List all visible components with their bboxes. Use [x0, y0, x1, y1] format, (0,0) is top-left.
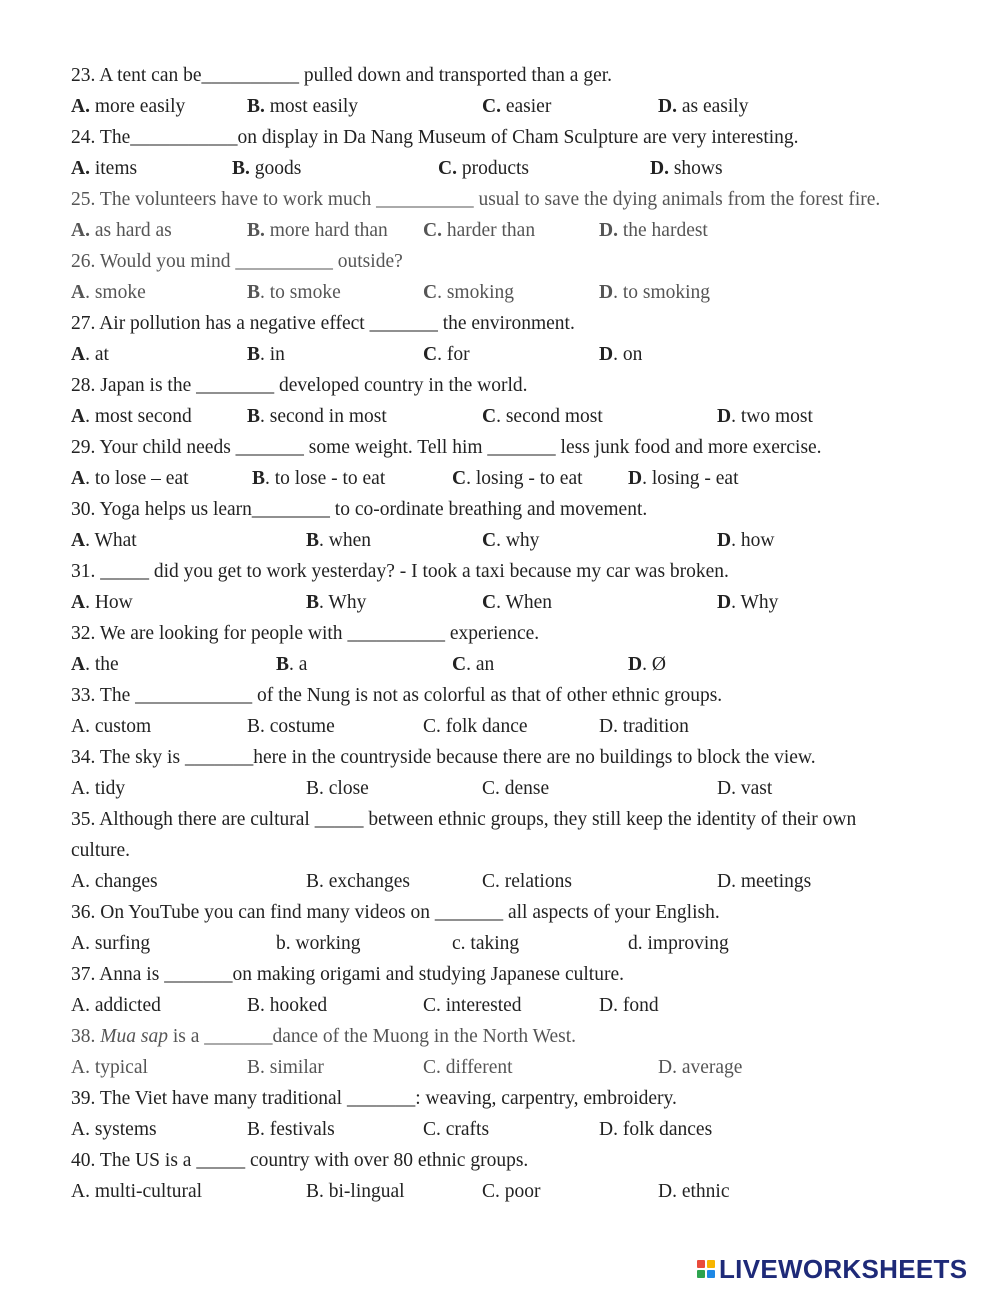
option-a[interactable]: A. more easily	[71, 96, 186, 117]
answer-blank[interactable]: _______	[369, 313, 438, 334]
option-c[interactable]: C. why	[482, 530, 540, 551]
answer-blank[interactable]: _____	[196, 1150, 246, 1171]
answer-blank[interactable]: _______	[346, 1088, 416, 1109]
option-c[interactable]: C. easier	[482, 96, 552, 117]
option-d[interactable]: D. meetings	[717, 871, 812, 892]
option-d[interactable]: D. the hardest	[599, 220, 708, 241]
option-a[interactable]: A. most second	[71, 406, 192, 427]
option-c[interactable]: c. taking	[452, 933, 520, 954]
question-31: 31. _____ did you get to work yesterday? - I took a taxi because my car was broken.	[71, 561, 729, 582]
answer-blank[interactable]: _______	[164, 964, 233, 985]
option-d[interactable]: D. fond	[599, 995, 659, 1016]
option-c[interactable]: C. smoking	[423, 282, 515, 303]
answer-blank[interactable]: __________	[376, 189, 474, 210]
option-a[interactable]: A. typical	[71, 1057, 148, 1078]
option-a[interactable]: A. at	[71, 344, 109, 365]
option-d[interactable]: D. to smoking	[599, 282, 711, 303]
option-b[interactable]: b. working	[276, 933, 361, 954]
option-b[interactable]: B. to lose - to eat	[252, 468, 386, 489]
option-d[interactable]: D. shows	[650, 158, 723, 179]
option-a[interactable]: A. changes	[71, 871, 158, 892]
option-a[interactable]: A. surfing	[71, 933, 151, 954]
option-c[interactable]: C. dense	[482, 778, 550, 799]
option-a[interactable]: A. tidy	[71, 778, 126, 799]
option-a[interactable]: A. to lose – eat	[71, 468, 189, 489]
answer-blank[interactable]: _____	[314, 809, 364, 830]
question-35: 35. Although there are cultural _____ between ethnic groups, they still keep the identity of their own	[71, 809, 857, 830]
option-c[interactable]: C. second most	[482, 406, 603, 427]
option-a[interactable]: A. What	[71, 530, 137, 551]
option-b[interactable]: B. most easily	[247, 96, 359, 117]
option-c[interactable]: C. an	[452, 654, 495, 675]
option-a[interactable]: A. items	[71, 158, 138, 179]
question-32: 32. We are looking for people with __________ experience.	[71, 623, 540, 644]
question-29: 29. Your child needs _______ some weight. Tell him _______ less junk food and more exercise.	[71, 437, 822, 458]
option-c[interactable]: C. relations	[482, 871, 572, 892]
option-b[interactable]: B. costume	[247, 716, 335, 737]
option-b[interactable]: B. a	[276, 654, 308, 675]
question-33: 33. The ____________ of the Nung is not as colorful as that of other ethnic groups.	[71, 685, 723, 706]
option-c[interactable]: C. products	[438, 158, 529, 179]
option-d[interactable]: d. improving	[628, 933, 729, 954]
option-d[interactable]: D. vast	[717, 778, 773, 799]
question-39: 39. The Viet have many traditional _______: weaving, carpentry, embroidery.	[71, 1088, 677, 1109]
question-24: 24. The___________on display in Da Nang Museum of Cham Sculpture are very interesting.	[71, 127, 799, 148]
option-a[interactable]: A. systems	[71, 1119, 157, 1140]
option-d[interactable]: D. two most	[717, 406, 813, 427]
question-36: 36. On YouTube you can find many videos on _______ all aspects of your English.	[71, 902, 720, 923]
option-c[interactable]: C. poor	[482, 1181, 541, 1202]
option-b[interactable]: B. Why	[306, 592, 367, 613]
question-26: 26. Would you mind __________ outside?	[71, 251, 403, 272]
answer-blank[interactable]: ________	[251, 499, 330, 520]
question-40: 40. The US is a _____ country with over 80 ethnic groups.	[71, 1150, 529, 1171]
question-28: 28. Japan is the ________ developed country in the world.	[71, 375, 528, 396]
option-d[interactable]: D. Ø	[628, 654, 666, 675]
option-a[interactable]: A. multi-cultural	[71, 1181, 203, 1202]
option-c[interactable]: C. different	[423, 1057, 513, 1078]
answer-blank[interactable]: _______	[235, 437, 304, 458]
option-a[interactable]: A. addicted	[71, 995, 161, 1016]
option-c[interactable]: C. When	[482, 592, 553, 613]
option-a[interactable]: A. custom	[71, 716, 152, 737]
answer-blank[interactable]: __________	[347, 623, 445, 644]
question-30: 30. Yoga helps us learn________ to co-ordinate breathing and movement.	[71, 499, 648, 520]
option-d[interactable]: D. as easily	[658, 96, 749, 117]
option-b[interactable]: B. when	[306, 530, 372, 551]
answer-blank[interactable]: ________	[196, 375, 275, 396]
option-c[interactable]: C. for	[423, 344, 470, 365]
option-b[interactable]: B. more hard than	[247, 220, 388, 241]
option-b[interactable]: B. exchanges	[306, 871, 410, 892]
option-d[interactable]: D. average	[658, 1057, 743, 1078]
logo-blocks-icon	[697, 1260, 715, 1278]
option-d[interactable]: D. ethnic	[658, 1181, 730, 1202]
option-d[interactable]: D. how	[717, 530, 775, 551]
option-d[interactable]: D. losing - eat	[628, 468, 739, 489]
option-b[interactable]: B. hooked	[247, 995, 328, 1016]
option-b[interactable]: B. second in most	[247, 406, 387, 427]
option-d[interactable]: D. folk dances	[599, 1119, 713, 1140]
option-a[interactable]: A. smoke	[71, 282, 146, 303]
question-27: 27. Air pollution has a negative effect _______ the environment.	[71, 313, 575, 334]
question-37: 37. Anna is _______on making origami and studying Japanese culture.	[71, 964, 624, 985]
question-35-continued: culture.	[71, 840, 131, 861]
question-25: 25. The volunteers have to work much __________ usual to save the dying animals from the forest fire.	[71, 189, 881, 210]
logo-text: LIVEWORKSHEETS	[719, 1253, 968, 1284]
option-c[interactable]: C. losing - to eat	[452, 468, 583, 489]
option-a[interactable]: A. How	[71, 592, 133, 613]
option-b[interactable]: B. in	[247, 344, 285, 365]
option-b[interactable]: B. bi-lingual	[306, 1181, 405, 1202]
option-d[interactable]: D. on	[599, 344, 643, 365]
question-34: 34. The sky is _______here in the countryside because there are no buildings to block the view.	[71, 747, 816, 768]
option-c[interactable]: C. harder than	[423, 220, 536, 241]
answer-blank[interactable]: _______	[204, 1026, 273, 1047]
answer-blank[interactable]: __________	[235, 251, 333, 272]
option-b[interactable]: B. goods	[232, 158, 302, 179]
option-c[interactable]: C. interested	[423, 995, 522, 1016]
option-d[interactable]: D. tradition	[599, 716, 689, 737]
question-38: 38. Mua sap is a _______dance of the Muong in the North West.	[71, 1026, 577, 1047]
option-b[interactable]: B. to smoke	[247, 282, 341, 303]
question-23: 23. A tent can be__________ pulled down and transported than a ger.	[71, 65, 613, 86]
answer-blank[interactable]: _____	[100, 561, 149, 582]
option-a[interactable]: A. as hard as	[71, 220, 172, 241]
answer-blank[interactable]: _______	[434, 902, 504, 923]
option-c[interactable]: C. crafts	[423, 1119, 490, 1140]
liveworksheets-logo[interactable]	[697, 1254, 967, 1284]
answer-blank[interactable]: __________	[201, 65, 300, 86]
option-d[interactable]: D. Why	[717, 592, 779, 613]
answer-blank[interactable]: ____________	[135, 685, 253, 706]
option-c[interactable]: C. folk dance	[423, 716, 528, 737]
option-b[interactable]: B. festivals	[247, 1119, 335, 1140]
option-a[interactable]: A. the	[71, 654, 119, 675]
option-b[interactable]: B. close	[306, 778, 369, 799]
option-b[interactable]: B. similar	[247, 1057, 324, 1078]
answer-blank[interactable]: _______	[184, 747, 254, 768]
answer-blank[interactable]: ___________	[130, 127, 238, 148]
